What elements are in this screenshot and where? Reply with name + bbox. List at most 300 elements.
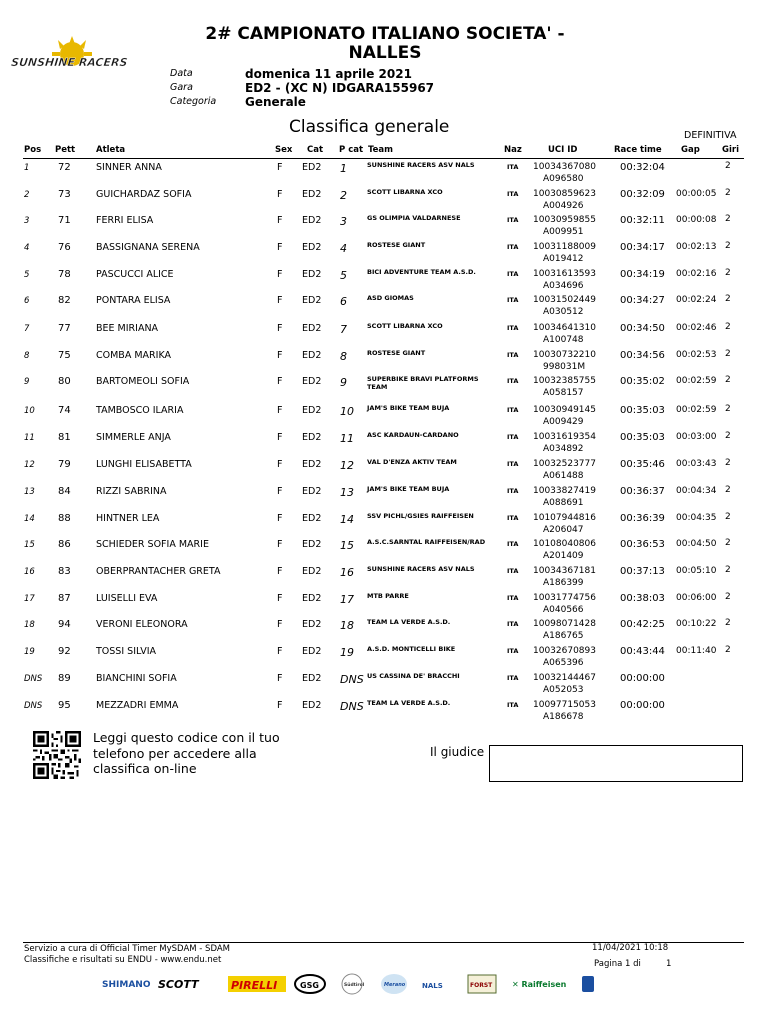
row-sex: F (277, 459, 283, 470)
meta-value: ED2 - (XC N) IDGARA155967 (245, 81, 435, 95)
col-header-atleta: Atleta (96, 145, 126, 155)
row-uci-id: 10031502449 (533, 295, 596, 305)
row-uci-id: 10034367181 (533, 566, 596, 576)
row-uci-code: A019412 (543, 254, 584, 264)
row-athlete: RIZZI SABRINA (96, 486, 167, 497)
row-bib: 72 (58, 162, 71, 173)
row-nation: ITA (507, 514, 519, 522)
row-nation: ITA (507, 243, 519, 251)
row-category: ED2 (302, 295, 322, 306)
row-category-position: 3 (340, 215, 347, 228)
table-row (0, 293, 768, 320)
sponsor-nals-logo: NALS (422, 982, 443, 990)
row-team: TEAM LA VERDE A.S.D. (367, 699, 451, 707)
row-race-time: 00:35:03 (620, 432, 665, 443)
row-nation: ITA (507, 377, 519, 385)
row-uci-code: A030512 (543, 307, 584, 317)
row-bib: 95 (58, 700, 71, 711)
row-bib: 80 (58, 376, 71, 387)
row-category-position: 19 (340, 646, 354, 659)
row-laps: 2 (725, 458, 731, 468)
row-race-time: 00:32:04 (620, 162, 665, 173)
table-row (0, 267, 768, 294)
row-nation: ITA (507, 540, 519, 548)
row-category: ED2 (302, 619, 322, 630)
row-gap: 00:06:00 (676, 593, 717, 603)
judge-signature-box (489, 745, 743, 782)
row-uci-code: A065396 (543, 658, 584, 668)
row-category: ED2 (302, 486, 322, 497)
row-race-time: 00:42:25 (620, 619, 665, 630)
row-team: A.S.C.SARNTAL RAIFFEISEN/RAD (367, 538, 486, 546)
row-sex: F (277, 486, 283, 497)
row-uci-code: A186399 (543, 578, 584, 588)
row-uci-id: 10030949145 (533, 405, 596, 415)
row-uci-id: 10034367080 (533, 162, 596, 172)
row-athlete: HINTNER LEA (96, 513, 160, 524)
row-team: ROSTESE GIANT (367, 241, 426, 249)
row-category-position: DNS (340, 700, 364, 713)
table-row (0, 511, 768, 538)
row-category: ED2 (302, 162, 322, 173)
row-category-position: 12 (340, 459, 354, 472)
table-row (0, 537, 768, 564)
qr-instructions: Leggi questo codice con il tuo telefono per accedere alla classifica on-line (93, 730, 280, 776)
row-gap: 00:00:05 (676, 189, 717, 199)
row-team: BICI ADVENTURE TEAM A.S.D. (367, 268, 476, 276)
row-race-time: 00:38:03 (620, 593, 665, 604)
row-sex: F (277, 593, 283, 604)
row-bib: 87 (58, 593, 71, 604)
row-race-time: 00:32:11 (620, 215, 665, 226)
status-label: DEFINITIVA (684, 130, 737, 141)
row-laps: 2 (725, 618, 731, 628)
svg-text:Merano: Merano (384, 982, 406, 988)
row-nation: ITA (507, 296, 519, 304)
row-bib: 86 (58, 539, 71, 550)
row-category: ED2 (302, 593, 322, 604)
col-header-time: Race time (614, 145, 662, 155)
row-nation: ITA (507, 487, 519, 495)
table-row (0, 617, 768, 644)
row-sex: F (277, 162, 283, 173)
row-team: TEAM LA VERDE A.S.D. (367, 618, 451, 626)
row-position: 18 (24, 620, 35, 630)
row-gap: 00:02:16 (676, 269, 717, 279)
row-uci-id: 10032144467 (533, 673, 596, 683)
row-category-position: 7 (340, 323, 347, 336)
row-category: ED2 (302, 269, 322, 280)
row-gap: 00:02:24 (676, 295, 717, 305)
row-position: 3 (24, 216, 30, 226)
row-athlete: OBERPRANTACHER GRETA (96, 566, 221, 577)
row-gap: 00:03:43 (676, 459, 717, 469)
row-uci-code: A186678 (543, 712, 584, 722)
table-row (0, 213, 768, 240)
row-sex: F (277, 539, 283, 550)
row-sex: F (277, 646, 283, 657)
row-position: 14 (24, 514, 35, 524)
table-row (0, 430, 768, 457)
meta-value: Generale (245, 95, 306, 109)
sponsor-logos (100, 972, 600, 996)
row-category: ED2 (302, 376, 322, 387)
row-uci-code: A058157 (543, 388, 584, 398)
row-sex: F (277, 269, 283, 280)
row-sex: F (277, 700, 283, 711)
row-category-position: 18 (340, 619, 354, 632)
row-sex: F (277, 189, 283, 200)
row-gap: 00:10:22 (676, 619, 717, 629)
row-position: 11 (24, 433, 35, 443)
table-row (0, 321, 768, 348)
row-team: US CASSINA DE' BRACCHI (367, 672, 460, 680)
row-gap: 00:02:59 (676, 376, 717, 386)
row-athlete: TAMBOSCO ILARIA (96, 405, 184, 416)
row-category-position: 11 (340, 432, 354, 445)
svg-text:Südtirol: Südtirol (344, 983, 365, 988)
row-category: ED2 (302, 646, 322, 657)
row-laps: 2 (725, 538, 731, 548)
row-nation: ITA (507, 270, 519, 278)
row-bib: 83 (58, 566, 71, 577)
row-bib: 79 (58, 459, 71, 470)
row-nation: ITA (507, 701, 519, 709)
row-category: ED2 (302, 350, 322, 361)
row-category: ED2 (302, 539, 322, 550)
meta-value: domenica 11 aprile 2021 (245, 67, 412, 81)
row-laps: 2 (725, 485, 731, 495)
row-team: A.S.D. MONTICELLI BIKE (367, 645, 456, 653)
row-gap: 00:00:08 (676, 215, 717, 225)
row-race-time: 00:34:17 (620, 242, 665, 253)
row-uci-code: A040566 (543, 605, 584, 615)
row-race-time: 00:00:00 (620, 700, 665, 711)
footer-results-link[interactable]: Classifiche e risultati su ENDU - www.endu.net (24, 955, 222, 965)
table-row (0, 564, 768, 591)
row-gap: 00:05:10 (676, 566, 717, 576)
footer-datetime: 11/04/2021 10:18 (592, 943, 669, 953)
row-team: ASC KARDAUN-CARDANO (367, 431, 459, 439)
row-uci-code: A096580 (543, 174, 584, 184)
row-category: ED2 (302, 323, 322, 334)
row-uci-code: A186765 (543, 631, 584, 641)
row-team: VAL D'ENZA AKTIV TEAM (367, 458, 457, 466)
row-position: 17 (24, 594, 35, 604)
row-team: SUPERBIKE BRAVI PLATFORMS TEAM (367, 375, 479, 391)
row-team: ROSTESE GIANT (367, 349, 426, 357)
row-category-position: DNS (340, 673, 364, 686)
svg-text:PIRELLI: PIRELLI (231, 979, 278, 992)
qr-code[interactable] (33, 731, 81, 779)
row-nation: ITA (507, 567, 519, 575)
row-sex: F (277, 323, 283, 334)
row-uci-code: A009429 (543, 417, 584, 427)
footer-page-total: 1 (666, 959, 672, 969)
row-category: ED2 (302, 432, 322, 443)
svg-text:GSG: GSG (300, 981, 319, 990)
row-nation: ITA (507, 647, 519, 655)
row-race-time: 00:35:03 (620, 405, 665, 416)
row-team: ASD GIOMAS (367, 294, 414, 302)
row-category: ED2 (302, 405, 322, 416)
row-uci-id: 10032670893 (533, 646, 596, 656)
row-position: 6 (24, 296, 30, 306)
row-athlete: PONTARA ELISA (96, 295, 171, 306)
table-row (0, 348, 768, 375)
table-row (0, 160, 768, 187)
row-bib: 74 (58, 405, 71, 416)
row-gap: 00:04:50 (676, 539, 717, 549)
row-race-time: 00:37:13 (620, 566, 665, 577)
row-nation: ITA (507, 351, 519, 359)
row-gap: 00:03:00 (676, 432, 717, 442)
row-position: DNS (24, 701, 43, 711)
table-row (0, 484, 768, 511)
row-race-time: 00:43:44 (620, 646, 665, 657)
row-bib: 76 (58, 242, 71, 253)
row-athlete: SCHIEDER SOFIA MARIE (96, 539, 209, 550)
col-header-pcat: P cat (339, 145, 364, 155)
col-header-sex: Sex (275, 145, 293, 155)
row-uci-code: A052053 (543, 685, 584, 695)
row-laps: 2 (725, 188, 731, 198)
row-athlete: GUICHARDAZ SOFIA (96, 189, 192, 200)
row-category: ED2 (302, 673, 322, 684)
sponsor-shimano-logo: SHIMANO (102, 980, 151, 990)
page-title-location: NALLES (348, 43, 422, 63)
row-category-position: 14 (340, 513, 354, 526)
row-race-time: 00:34:27 (620, 295, 665, 306)
row-category-position: 16 (340, 566, 354, 579)
row-laps: 2 (725, 431, 731, 441)
col-header-cat: Cat (307, 145, 324, 155)
row-nation: ITA (507, 460, 519, 468)
col-header-giri: Giri (722, 145, 739, 155)
row-sex: F (277, 566, 283, 577)
row-team: JAM'S BIKE TEAM BUJA (367, 485, 450, 493)
row-uci-id: 10031774756 (533, 593, 596, 603)
row-race-time: 00:34:56 (620, 350, 665, 361)
row-category-position: 4 (340, 242, 347, 255)
sponsor-raiffeisen-logo: ✕ Raiffeisen (512, 980, 567, 989)
row-nation: ITA (507, 190, 519, 198)
row-uci-id: 10030732210 (533, 350, 596, 360)
row-position: 16 (24, 567, 35, 577)
row-athlete: SIMMERLE ANJA (96, 432, 171, 443)
page-title: 2# CAMPIONATO ITALIANO SOCIETA' - (205, 24, 565, 44)
row-bib: 75 (58, 350, 71, 361)
sponsor-scott-logo: SCOTT (158, 978, 199, 991)
table-row (0, 671, 768, 698)
sponsor-crest-logo (582, 976, 594, 992)
row-laps: 2 (725, 268, 731, 278)
row-uci-id: 10032523777 (533, 459, 596, 469)
row-uci-code: A004926 (543, 201, 584, 211)
row-bib: 81 (58, 432, 71, 443)
row-nation: ITA (507, 433, 519, 441)
row-laps: 2 (725, 645, 731, 655)
footer-service: Servizio a cura di Official Timer MySDAM - SDAM (24, 944, 231, 954)
header-divider (23, 158, 744, 159)
col-header-uci: UCI ID (548, 145, 578, 155)
sunshine-racers-logo (10, 36, 129, 80)
row-uci-code: A061488 (543, 471, 584, 481)
row-category: ED2 (302, 513, 322, 524)
row-uci-code: 998031M (543, 362, 586, 372)
footer-page-label: Pagina 1 di (594, 959, 641, 969)
row-position: 2 (24, 190, 30, 200)
row-bib: 77 (58, 323, 71, 334)
row-athlete: TOSSI SILVIA (96, 646, 157, 657)
meta-label: Gara (170, 82, 193, 93)
row-team: SUNSHINE RACERS ASV NALS (367, 161, 475, 169)
row-uci-id: 10030859623 (533, 189, 596, 199)
row-nation: ITA (507, 674, 519, 682)
meta-label: Data (170, 68, 193, 79)
row-position: 12 (24, 460, 35, 470)
row-uci-id: 10032385755 (533, 376, 596, 386)
row-athlete: SINNER ANNA (96, 162, 162, 173)
row-athlete: LUISELLI EVA (96, 593, 158, 604)
row-uci-code: A088691 (543, 498, 584, 508)
col-header-pett: Pett (55, 145, 76, 155)
row-laps: 2 (725, 512, 731, 522)
row-laps: 2 (725, 214, 731, 224)
row-nation: ITA (507, 594, 519, 602)
judge-label: Il giudice (430, 745, 485, 759)
table-row (0, 240, 768, 267)
row-bib: 89 (58, 673, 71, 684)
row-position: 10 (24, 406, 35, 416)
row-gap: 00:04:34 (676, 486, 717, 496)
row-laps: 2 (725, 349, 731, 359)
row-bib: 84 (58, 486, 71, 497)
row-race-time: 00:36:39 (620, 513, 665, 524)
row-position: 15 (24, 540, 35, 550)
row-position: DNS (24, 674, 43, 684)
row-team: SCOTT LIBARNA XCO (367, 188, 443, 196)
row-uci-code: A034696 (543, 281, 584, 291)
row-bib: 92 (58, 646, 71, 657)
row-athlete: VERONI ELEONORA (96, 619, 188, 630)
row-laps: 2 (725, 592, 731, 602)
row-gap: 00:11:40 (676, 646, 717, 656)
row-uci-id: 10031613593 (533, 269, 596, 279)
row-race-time: 00:34:19 (620, 269, 665, 280)
row-sex: F (277, 350, 283, 361)
svg-text:SUNSHINE RACERS: SUNSHINE RACERS (10, 56, 129, 69)
row-athlete: MEZZADRI EMMA (96, 700, 179, 711)
row-category: ED2 (302, 242, 322, 253)
row-race-time: 00:36:53 (620, 539, 665, 550)
row-nation: ITA (507, 620, 519, 628)
row-uci-id: 10031619354 (533, 432, 596, 442)
row-athlete: COMBA MARIKA (96, 350, 172, 361)
row-category-position: 8 (340, 350, 347, 363)
row-team: JAM'S BIKE TEAM BUJA (367, 404, 450, 412)
row-uci-code: A009951 (543, 227, 584, 237)
row-athlete: FERRI ELISA (96, 215, 154, 226)
row-gap: 00:04:35 (676, 513, 717, 523)
row-gap: 00:02:46 (676, 323, 717, 333)
row-category-position: 17 (340, 593, 354, 606)
col-header-gap: Gap (681, 145, 700, 155)
table-row (0, 698, 768, 725)
row-sex: F (277, 513, 283, 524)
row-laps: 2 (725, 404, 731, 414)
table-row (0, 457, 768, 484)
svg-text:FORST: FORST (470, 982, 493, 989)
row-athlete: BARTOMEOLI SOFIA (96, 376, 190, 387)
row-gap: 00:02:59 (676, 405, 717, 415)
row-sex: F (277, 376, 283, 387)
row-bib: 73 (58, 189, 71, 200)
row-category-position: 1 (340, 162, 347, 175)
row-nation: ITA (507, 163, 519, 171)
row-category-position: 9 (340, 376, 347, 389)
row-position: 4 (24, 243, 30, 253)
row-gap: 00:02:13 (676, 242, 717, 252)
row-sex: F (277, 215, 283, 226)
table-row (0, 403, 768, 430)
row-category: ED2 (302, 566, 322, 577)
row-laps: 2 (725, 294, 731, 304)
row-category-position: 5 (340, 269, 347, 282)
row-race-time: 00:36:37 (620, 486, 665, 497)
row-laps: 2 (725, 161, 731, 171)
row-sex: F (277, 673, 283, 684)
row-uci-id: 10107944816 (533, 513, 596, 523)
row-athlete: PASCUCCI ALICE (96, 269, 174, 280)
row-uci-id: 10097715053 (533, 700, 596, 710)
row-sex: F (277, 295, 283, 306)
row-team: SUNSHINE RACERS ASV NALS (367, 565, 475, 573)
row-position: 13 (24, 487, 35, 497)
row-category-position: 6 (340, 295, 347, 308)
row-bib: 71 (58, 215, 71, 226)
section-title: Classifica generale (289, 117, 450, 137)
row-nation: ITA (507, 216, 519, 224)
row-athlete: LUNGHI ELISABETTA (96, 459, 192, 470)
col-header-team: Team (368, 145, 394, 155)
row-nation: ITA (507, 324, 519, 332)
row-laps: 2 (725, 241, 731, 251)
row-sex: F (277, 242, 283, 253)
table-row (0, 644, 768, 671)
row-nation: ITA (507, 406, 519, 414)
table-row (0, 374, 768, 401)
row-sex: F (277, 432, 283, 443)
row-uci-code: A034892 (543, 444, 584, 454)
meta-label: Categoria (170, 96, 217, 107)
col-header-pos: Pos (24, 145, 42, 155)
table-row (0, 591, 768, 618)
row-uci-code: A100748 (543, 335, 584, 345)
row-uci-id: 10033827419 (533, 486, 596, 496)
row-uci-id: 10031188009 (533, 242, 596, 252)
row-race-time: 00:00:00 (620, 673, 665, 684)
row-category-position: 15 (340, 539, 354, 552)
row-athlete: BEE MIRIANA (96, 323, 159, 334)
row-team: MTB PARRE (367, 592, 409, 600)
row-bib: 78 (58, 269, 71, 280)
row-sex: F (277, 619, 283, 630)
row-laps: 2 (725, 375, 731, 385)
row-uci-id: 10030959855 (533, 215, 596, 225)
row-bib: 82 (58, 295, 71, 306)
row-position: 8 (24, 351, 30, 361)
